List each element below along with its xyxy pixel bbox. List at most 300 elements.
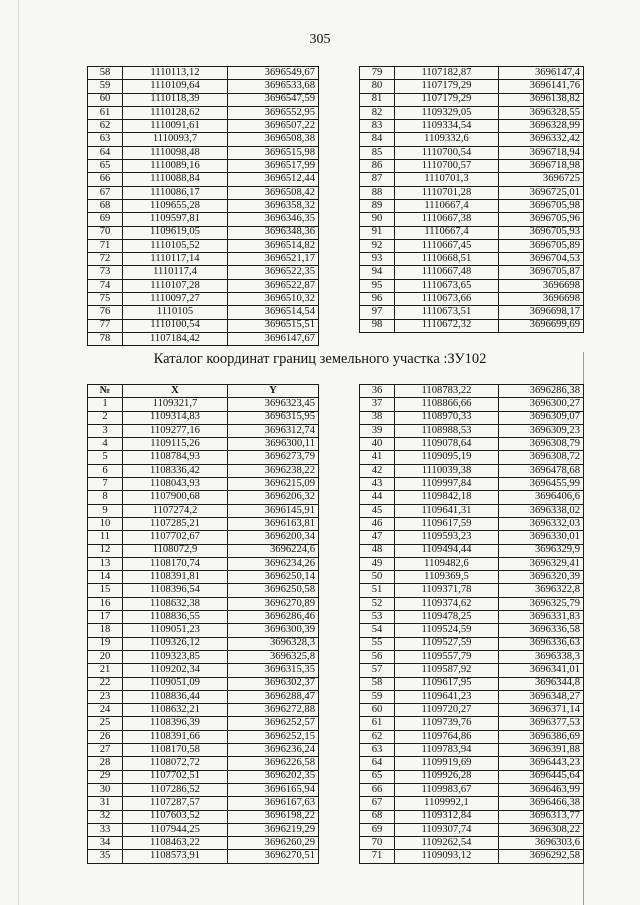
y-coordinate: 3696309,23 — [499, 424, 584, 437]
point-number: 25 — [88, 717, 123, 730]
point-number: 56 — [360, 650, 395, 663]
table-row — [360, 504, 584, 517]
x-coordinate: 1110700,57 — [395, 160, 499, 173]
point-number: 20 — [88, 650, 123, 663]
table-row — [88, 133, 319, 146]
table-row — [88, 186, 319, 199]
y-coordinate: 3696250,58 — [228, 584, 319, 597]
y-coordinate: 3696348,27 — [499, 690, 584, 703]
x-coordinate: 1109051,09 — [123, 677, 228, 690]
point-number: 59 — [360, 690, 395, 703]
point-number: 33 — [88, 823, 123, 836]
point-number: 86 — [360, 160, 395, 173]
x-coordinate: 1109326,12 — [123, 637, 228, 650]
x-coordinate: 1109997,84 — [395, 478, 499, 491]
table-row — [360, 823, 584, 836]
point-number: 59 — [88, 80, 123, 93]
x-coordinate: 1109587,92 — [395, 664, 499, 677]
point-number: 32 — [88, 810, 123, 823]
point-number: 31 — [88, 797, 123, 810]
point-number: 64 — [88, 146, 123, 159]
y-coordinate: 3696302,37 — [228, 677, 319, 690]
y-coordinate: 3696329,41 — [499, 557, 584, 570]
x-coordinate: 1107179,29 — [395, 80, 499, 93]
point-number: 87 — [360, 173, 395, 186]
point-number: 8 — [88, 491, 123, 504]
x-coordinate: 1109478,25 — [395, 611, 499, 624]
point-number: 2 — [88, 411, 123, 424]
y-coordinate: 3696521,17 — [228, 253, 319, 266]
table-row — [360, 690, 584, 703]
y-coordinate: 3696198,22 — [228, 810, 319, 823]
table-row — [360, 411, 584, 424]
x-coordinate: 1110117,14 — [123, 253, 228, 266]
y-coordinate: 3696547,59 — [228, 93, 319, 106]
table-row — [360, 544, 584, 557]
point-number: 11 — [88, 531, 123, 544]
point-number: 61 — [360, 717, 395, 730]
table-row — [88, 717, 319, 730]
y-coordinate: 3696336,63 — [499, 637, 584, 650]
point-number: 73 — [88, 266, 123, 279]
y-coordinate: 3696698,17 — [499, 306, 584, 319]
table-row — [360, 797, 584, 810]
point-number: 52 — [360, 597, 395, 610]
x-coordinate: 1110091,61 — [123, 120, 228, 133]
point-number: 1 — [88, 398, 123, 411]
table-row — [360, 757, 584, 770]
table-row — [88, 744, 319, 757]
table-row — [88, 730, 319, 743]
x-coordinate: 1109919,69 — [395, 757, 499, 770]
y-coordinate: 3696309,07 — [499, 411, 584, 424]
table-row — [88, 266, 319, 279]
table-row — [88, 253, 319, 266]
point-number: 48 — [360, 544, 395, 557]
point-number: 18 — [88, 624, 123, 637]
point-number: 30 — [88, 783, 123, 796]
x-coordinate: 1110086,17 — [123, 186, 228, 199]
x-coordinate: 1108836,55 — [123, 611, 228, 624]
y-coordinate: 3696200,34 — [228, 531, 319, 544]
point-number: 37 — [360, 398, 395, 411]
y-coordinate: 3696312,74 — [228, 424, 319, 437]
point-number: 10 — [88, 517, 123, 530]
y-coordinate: 3696391,88 — [499, 744, 584, 757]
table-row — [88, 464, 319, 477]
x-coordinate: 1108988,53 — [395, 424, 499, 437]
x-coordinate: 1109494,44 — [395, 544, 499, 557]
point-number: 81 — [360, 93, 395, 106]
y-coordinate: 3696348,36 — [228, 226, 319, 239]
x-coordinate: 1107179,29 — [395, 93, 499, 106]
y-coordinate: 3696705,93 — [499, 226, 584, 239]
point-number: 84 — [360, 133, 395, 146]
point-number: 22 — [88, 677, 123, 690]
x-coordinate: 1110700,54 — [395, 146, 499, 159]
point-number: 40 — [360, 438, 395, 451]
table-row — [88, 837, 319, 850]
y-coordinate: 3696718,94 — [499, 146, 584, 159]
x-coordinate: 1109323,85 — [123, 650, 228, 663]
x-coordinate: 1109202,34 — [123, 664, 228, 677]
point-number: 68 — [360, 810, 395, 823]
table-row — [360, 637, 584, 650]
x-coordinate: 1108970,33 — [395, 411, 499, 424]
point-number: 80 — [360, 80, 395, 93]
y-coordinate: 3696330,01 — [499, 531, 584, 544]
y-coordinate: 3696466,38 — [499, 797, 584, 810]
table-row — [88, 531, 319, 544]
table-row — [88, 319, 319, 332]
y-coordinate: 3696522,35 — [228, 266, 319, 279]
table-row — [88, 810, 319, 823]
point-number: 72 — [88, 253, 123, 266]
point-number: 71 — [360, 850, 395, 863]
y-coordinate: 3696147,4 — [499, 67, 584, 80]
x-coordinate: 1108783,22 — [395, 385, 499, 398]
point-number: 67 — [88, 186, 123, 199]
table-row — [360, 173, 584, 186]
y-coordinate: 3696705,89 — [499, 239, 584, 252]
x-coordinate: 1110113,12 — [123, 67, 228, 80]
point-number: 58 — [360, 677, 395, 690]
table-row — [88, 424, 319, 437]
y-coordinate: 3696336,58 — [499, 624, 584, 637]
header-row — [88, 385, 319, 398]
x-coordinate: 1109329,05 — [395, 106, 499, 119]
y-coordinate: 3696463,99 — [499, 783, 584, 796]
point-number: 34 — [88, 837, 123, 850]
y-coordinate: 3696273,79 — [228, 451, 319, 464]
x-coordinate: 1108573,91 — [123, 850, 228, 863]
x-coordinate: 1109641,31 — [395, 504, 499, 517]
point-number: 89 — [360, 199, 395, 212]
x-coordinate: 1109369,5 — [395, 571, 499, 584]
point-number: 50 — [360, 571, 395, 584]
table-row — [88, 611, 319, 624]
y-coordinate: 3696163,81 — [228, 517, 319, 530]
point-number: 46 — [360, 517, 395, 530]
y-coordinate: 3696165,94 — [228, 783, 319, 796]
x-coordinate: 1108866,66 — [395, 398, 499, 411]
point-number: 74 — [88, 279, 123, 292]
y-coordinate: 3696325,8 — [228, 650, 319, 663]
x-coordinate: 1109619,05 — [123, 226, 228, 239]
y-coordinate: 3696338,02 — [499, 504, 584, 517]
point-number: 60 — [360, 704, 395, 717]
x-coordinate: 1109926,28 — [395, 770, 499, 783]
table-row — [88, 637, 319, 650]
y-coordinate: 3696515,51 — [228, 319, 319, 332]
x-coordinate: 1109557,79 — [395, 650, 499, 663]
y-coordinate: 3696219,29 — [228, 823, 319, 836]
x-coordinate: 1109720,27 — [395, 704, 499, 717]
y-coordinate: 3696300,27 — [499, 398, 584, 411]
point-number: 90 — [360, 213, 395, 226]
x-coordinate: 1110100,54 — [123, 319, 228, 332]
table-row — [88, 797, 319, 810]
table-row — [88, 690, 319, 703]
y-coordinate: 3696215,09 — [228, 478, 319, 491]
y-coordinate: 3696328,99 — [499, 120, 584, 133]
table-row — [360, 266, 584, 279]
x-coordinate: 1109617,59 — [395, 517, 499, 530]
bottom-left-coordinate-table — [87, 384, 319, 864]
table-row — [360, 850, 584, 863]
table-row — [88, 584, 319, 597]
x-coordinate: 1108632,38 — [123, 597, 228, 610]
table-row — [360, 478, 584, 491]
point-number: 21 — [88, 664, 123, 677]
point-number: 62 — [88, 120, 123, 133]
point-number: 55 — [360, 637, 395, 650]
table-row — [360, 199, 584, 212]
table-row — [360, 664, 584, 677]
header-x: X — [123, 385, 228, 398]
x-coordinate: 1107274,2 — [123, 504, 228, 517]
y-coordinate: 3696552,95 — [228, 106, 319, 119]
y-coordinate: 3696514,54 — [228, 306, 319, 319]
y-coordinate: 3696725 — [499, 173, 584, 186]
point-number: 51 — [360, 584, 395, 597]
point-number: 6 — [88, 464, 123, 477]
x-coordinate: 1110097,27 — [123, 293, 228, 306]
point-number: 58 — [88, 67, 123, 80]
table-row — [360, 67, 584, 80]
table-row — [360, 253, 584, 266]
y-coordinate: 3696522,87 — [228, 279, 319, 292]
y-coordinate: 3696167,63 — [228, 797, 319, 810]
x-coordinate: 1108336,42 — [123, 464, 228, 477]
y-coordinate: 3696147,67 — [228, 332, 319, 345]
y-coordinate: 3696445,64 — [499, 770, 584, 783]
point-number: 23 — [88, 690, 123, 703]
x-coordinate: 1110105 — [123, 306, 228, 319]
y-coordinate: 3696377,53 — [499, 717, 584, 730]
table-row — [360, 213, 584, 226]
point-number: 29 — [88, 770, 123, 783]
x-coordinate: 1110667,45 — [395, 239, 499, 252]
table-row — [360, 584, 584, 597]
x-coordinate: 1109095,19 — [395, 451, 499, 464]
x-coordinate: 1108836,44 — [123, 690, 228, 703]
header-y: Y — [228, 385, 319, 398]
table-row — [360, 650, 584, 663]
y-coordinate: 3696341,01 — [499, 664, 584, 677]
x-coordinate: 1110701,3 — [395, 173, 499, 186]
x-coordinate: 1107603,52 — [123, 810, 228, 823]
y-coordinate: 3696508,42 — [228, 186, 319, 199]
y-coordinate: 3696236,24 — [228, 744, 319, 757]
table-row — [88, 306, 319, 319]
point-number: 27 — [88, 744, 123, 757]
x-coordinate: 1110093,7 — [123, 133, 228, 146]
table-row — [88, 213, 319, 226]
point-number: 69 — [88, 213, 123, 226]
table-row — [88, 120, 319, 133]
page-number: 305 — [309, 32, 331, 47]
y-coordinate: 3696238,22 — [228, 464, 319, 477]
y-coordinate: 3696260,29 — [228, 837, 319, 850]
x-coordinate: 1108391,66 — [123, 730, 228, 743]
x-coordinate: 1107182,87 — [395, 67, 499, 80]
y-coordinate: 3696270,89 — [228, 597, 319, 610]
x-coordinate: 1110105,52 — [123, 239, 228, 252]
y-coordinate: 3696346,35 — [228, 213, 319, 226]
point-number: 13 — [88, 557, 123, 570]
bottom-right-coordinate-table — [359, 384, 584, 864]
table-row — [360, 624, 584, 637]
point-number: 47 — [360, 531, 395, 544]
table-row — [360, 319, 584, 332]
x-coordinate: 1109482,6 — [395, 557, 499, 570]
table-row — [360, 531, 584, 544]
x-coordinate: 1110673,51 — [395, 306, 499, 319]
table-row — [88, 517, 319, 530]
y-coordinate: 3696286,38 — [499, 385, 584, 398]
y-coordinate: 3696315,35 — [228, 664, 319, 677]
x-coordinate: 1107285,21 — [123, 517, 228, 530]
y-coordinate: 3696512,44 — [228, 173, 319, 186]
table-row — [360, 451, 584, 464]
table-row — [88, 850, 319, 863]
point-number: 91 — [360, 226, 395, 239]
table-row — [360, 306, 584, 319]
x-coordinate: 1109597,81 — [123, 213, 228, 226]
table-row — [360, 557, 584, 570]
y-coordinate: 3696329,9 — [499, 544, 584, 557]
table-row — [88, 451, 319, 464]
y-coordinate: 3696698 — [499, 279, 584, 292]
table-row — [360, 424, 584, 437]
table-row — [360, 611, 584, 624]
point-number: 42 — [360, 464, 395, 477]
y-coordinate: 3696138,82 — [499, 93, 584, 106]
y-coordinate: 3696252,57 — [228, 717, 319, 730]
y-coordinate: 3696322,8 — [499, 584, 584, 597]
table-row — [360, 279, 584, 292]
point-number: 12 — [88, 544, 123, 557]
x-coordinate: 1109332,6 — [395, 133, 499, 146]
point-number: 63 — [360, 744, 395, 757]
x-coordinate: 1108072,72 — [123, 757, 228, 770]
point-number: 28 — [88, 757, 123, 770]
x-coordinate: 1109739,76 — [395, 717, 499, 730]
point-number: 7 — [88, 478, 123, 491]
point-number: 83 — [360, 120, 395, 133]
point-number: 88 — [360, 186, 395, 199]
y-coordinate: 3696320,39 — [499, 571, 584, 584]
table-row — [360, 770, 584, 783]
table-row — [88, 80, 319, 93]
table-row — [360, 146, 584, 159]
point-number: 70 — [360, 837, 395, 850]
y-coordinate: 3696705,96 — [499, 213, 584, 226]
x-coordinate: 1107702,51 — [123, 770, 228, 783]
y-coordinate: 3696286,46 — [228, 611, 319, 624]
point-number: 68 — [88, 199, 123, 212]
point-number: 39 — [360, 424, 395, 437]
y-coordinate: 3696202,35 — [228, 770, 319, 783]
table-row — [360, 133, 584, 146]
x-coordinate: 1108391,81 — [123, 571, 228, 584]
y-coordinate: 3696234,26 — [228, 557, 319, 570]
point-number: 9 — [88, 504, 123, 517]
table-row — [360, 160, 584, 173]
x-coordinate: 1109764,86 — [395, 730, 499, 743]
y-coordinate: 3696250,14 — [228, 571, 319, 584]
table-row — [88, 438, 319, 451]
y-coordinate: 3696344,8 — [499, 677, 584, 690]
point-number: 60 — [88, 93, 123, 106]
y-coordinate: 3696313,77 — [499, 810, 584, 823]
x-coordinate: 1110667,38 — [395, 213, 499, 226]
x-coordinate: 1107184,42 — [123, 332, 228, 345]
y-coordinate: 3696338,3 — [499, 650, 584, 663]
y-coordinate: 3696478,68 — [499, 464, 584, 477]
point-number: 82 — [360, 106, 395, 119]
y-coordinate: 3696725,01 — [499, 186, 584, 199]
x-coordinate: 1109641,23 — [395, 690, 499, 703]
table-row — [88, 293, 319, 306]
table-row — [360, 120, 584, 133]
table-row — [88, 624, 319, 637]
x-coordinate: 1109655,28 — [123, 199, 228, 212]
point-number: 65 — [88, 160, 123, 173]
table-row — [360, 810, 584, 823]
x-coordinate: 1110118,39 — [123, 93, 228, 106]
point-number: 70 — [88, 226, 123, 239]
table-row — [360, 704, 584, 717]
table-row — [88, 783, 319, 796]
point-number: 98 — [360, 319, 395, 332]
y-coordinate: 3696517,99 — [228, 160, 319, 173]
x-coordinate: 1107287,57 — [123, 797, 228, 810]
x-coordinate: 1109277,16 — [123, 424, 228, 437]
table-row — [88, 491, 319, 504]
point-number: 75 — [88, 293, 123, 306]
point-number: 41 — [360, 451, 395, 464]
y-coordinate: 3696332,42 — [499, 133, 584, 146]
point-number: 77 — [88, 319, 123, 332]
y-coordinate: 3696226,58 — [228, 757, 319, 770]
y-coordinate: 3696549,67 — [228, 67, 319, 80]
x-coordinate: 1109842,18 — [395, 491, 499, 504]
x-coordinate: 1108170,74 — [123, 557, 228, 570]
x-coordinate: 1109321,7 — [123, 398, 228, 411]
point-number: 61 — [88, 106, 123, 119]
table-row — [88, 411, 319, 424]
x-coordinate: 1110109,64 — [123, 80, 228, 93]
table-row — [88, 664, 319, 677]
x-coordinate: 1108043,93 — [123, 478, 228, 491]
table-row — [360, 730, 584, 743]
x-coordinate: 1108632,21 — [123, 704, 228, 717]
point-number: 62 — [360, 730, 395, 743]
y-coordinate: 3696288,47 — [228, 690, 319, 703]
y-coordinate: 3696323,45 — [228, 398, 319, 411]
table-row — [360, 385, 584, 398]
y-coordinate: 3696698 — [499, 293, 584, 306]
x-coordinate: 1110039,38 — [395, 464, 499, 477]
point-number: 16 — [88, 597, 123, 610]
x-coordinate: 1110128,62 — [123, 106, 228, 119]
x-coordinate: 1109093,12 — [395, 850, 499, 863]
x-coordinate: 1110667,4 — [395, 226, 499, 239]
point-number: 94 — [360, 266, 395, 279]
point-number: 36 — [360, 385, 395, 398]
